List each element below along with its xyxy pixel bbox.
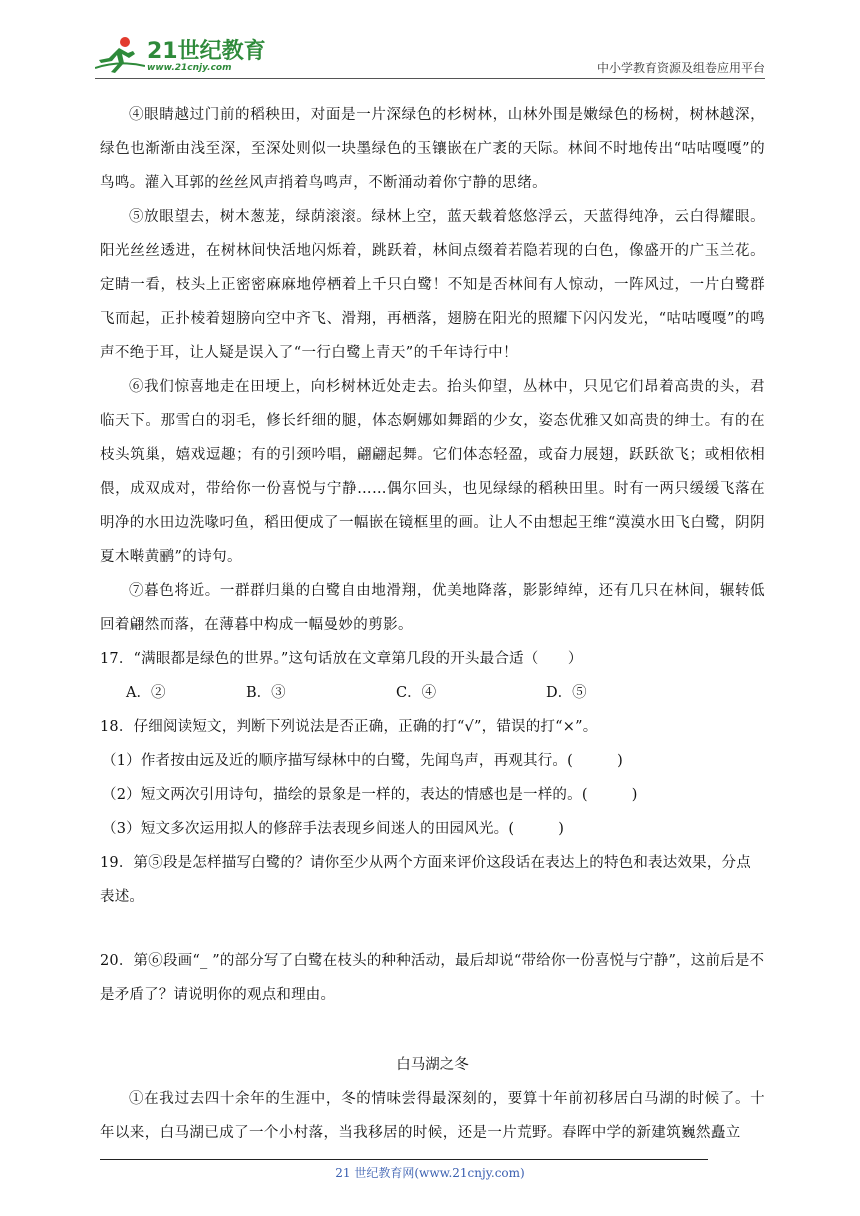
- answer-space: [100, 1012, 765, 1042]
- question-19: 19．第⑤段是怎样描写白鹭的？请你至少从两个方面来评价这段话在表达上的特色和表达效果，分点表述。: [100, 855, 751, 905]
- document-body: [100, 98, 765, 1150]
- passage-paragraph-1: ①在我过去四十余年的生涯中，冬的情味尝得最深刻的，要算十年前初移居白马湖的时候了。十年以来，白马湖已成了一个小村落，当我移居的时候，还是一片荒野。春晖中学的新建筑巍然矗立: [100, 1091, 765, 1141]
- question-20: 20．第⑥段画“_ ”的部分写了白鹭在枝头的种种活动，最后却说“带给你一份喜悦与宁静”，这前后是不是矛盾了？请说明你的观点和理由。: [100, 953, 765, 1003]
- logo-text: 21世纪教育: [147, 39, 266, 64]
- logo[interactable]: [95, 30, 265, 78]
- paragraph-5: ⑤放眼望去，树木葱茏，绿荫滚滚。绿林上空，蓝天载着悠悠浮云，天蓝得纯净，云白得耀眼。阳光丝丝透进，在树林间快活地闪烁着，跳跃着，林间点缀着若隐若现的白色，像盛开的广玉兰花。定睛一看，枝头上正密密麻麻地停栖着上千只白鹭！不知是否林间有人惊动，一阵风过，一片白鹭群飞而起，正扑棱着翅膀向空中齐飞、滑翔，再栖落，翅膀在阳光的照耀下闪闪发光，“咕咕嘎嘎”的鸣声不绝于耳，让人疑是误入了“一行白鹭上青天”的千年诗行中！: [100, 209, 765, 361]
- question-18-item-2: （2）短文两次引用诗句，描绘的景象是一样的，表达的情感也是一样的。( ): [102, 787, 638, 803]
- paragraph-4: ④眼睛越过门前的稻秧田，对面是一片深绿色的杉树林，山林外围是嫩绿色的杨树，树林越深，绿色也渐渐由浅至深，至深处则似一块墨绿色的玉镶嵌在广袤的天际。林间不时地传出“咕咕嘎嘎”的鸟鸣。灌入耳郭的丝丝风声捎着鸟鸣声，不断涌动着你宁静的思绪。: [100, 107, 765, 191]
- header-divider: [95, 78, 765, 79]
- page-header: [95, 30, 765, 80]
- footer-link[interactable]: 21 世纪教育网(www.21cnjy.com): [335, 1166, 525, 1180]
- runner-logo-icon: [95, 36, 145, 74]
- answer-space: [100, 914, 765, 944]
- paragraph-7: ⑦暮色将近。一群群归巢的白鹭自由地滑翔，优美地降落，影影绰绰，还有几只在林间，辗转低回着翩然而落，在薄暮中构成一幅曼妙的剪影。: [100, 583, 765, 633]
- question-18: 18．仔细阅读短文，判断下列说法是否正确，正确的打“√”，错误的打“×”。: [100, 719, 598, 735]
- question-18-item-3: （3）短文多次运用拟人的修辞手法表现乡间迷人的田园风光。( ): [102, 821, 565, 837]
- option-a[interactable]: A．②: [126, 685, 166, 701]
- footer-divider: [100, 1159, 708, 1160]
- question-17-options: [100, 676, 765, 710]
- option-b[interactable]: B．③: [246, 685, 286, 701]
- platform-name: 中小学教育资源及组卷应用平台: [596, 61, 765, 75]
- logo-url: www.21cnjy.com: [147, 63, 232, 73]
- option-d[interactable]: D．⑤: [546, 685, 587, 701]
- paragraph-6: ⑥我们惊喜地走在田埂上，向杉树林近处走去。抬头仰望，丛林中，只见它们昂着高贵的头，君临天下。那雪白的羽毛，修长纤细的腿，体态婀娜如舞蹈的少女，姿态优雅又如高贵的绅士。有的在枝头筑巢，嬉戏逗趣；有的引颈吟唱，翩翩起舞。它们体态轻盈，或奋力展翅，跃跃欲飞；或相依相偎，成双成对，带给你一份喜悦与宁静……偶尔回头，也见绿绿的稻秧田里。时有一两只缓缓飞落在明净的水田边洗喙叼鱼，稻田便成了一幅嵌在镜框里的画。让人不由想起王维“漠漠水田飞白鹭，阴阴夏木啭黄鹂”的诗句。: [100, 379, 765, 565]
- question-17: 17．“满眼都是绿色的世界。”这句话放在文章第几段的开头最合适（ ）: [100, 651, 583, 667]
- passage-title: 白马湖之冬: [396, 1057, 469, 1073]
- question-18-item-1: （1）作者按由远及近的顺序描写绿林中的白鹭，先闻鸟声，再观其行。( ): [102, 753, 623, 769]
- option-c[interactable]: C．④: [396, 685, 437, 701]
